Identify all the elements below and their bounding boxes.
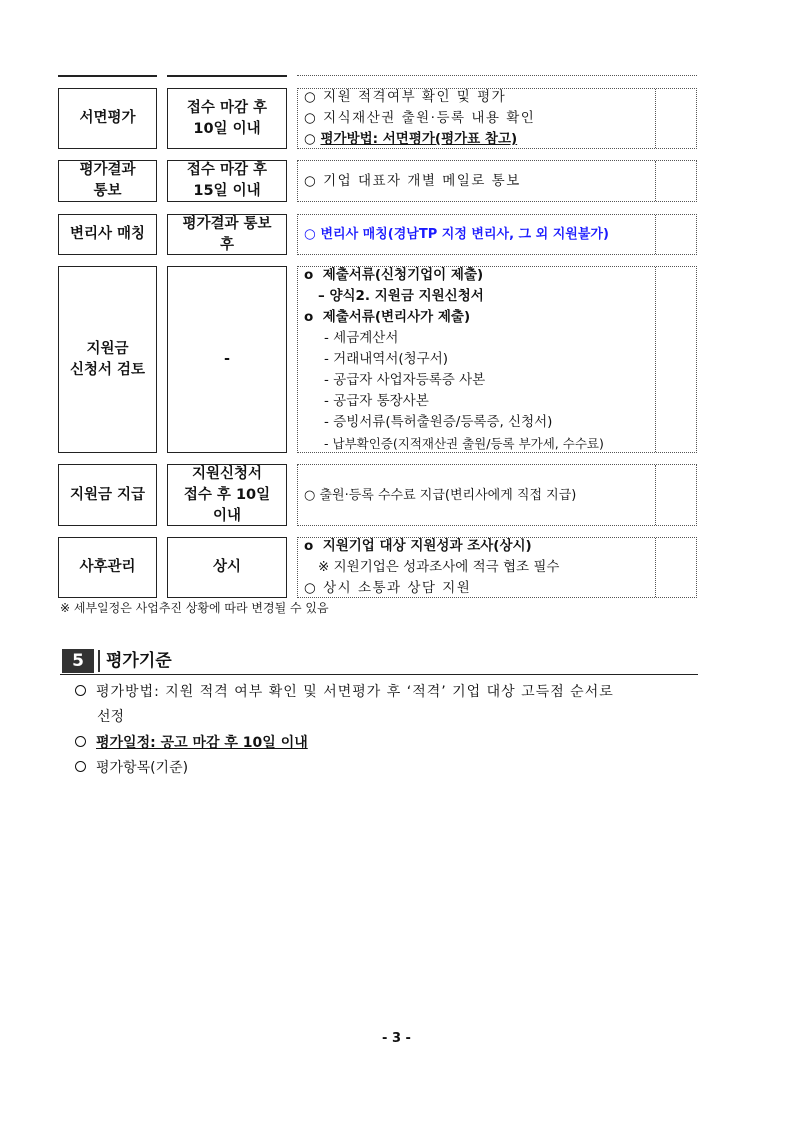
stage-timing: -	[167, 266, 287, 453]
desc-line: ○ 기업 대표자 개별 메일로 통보	[304, 172, 521, 189]
section-divider	[98, 650, 100, 672]
stage-timing: 접수 마감 후 10일 이내	[167, 88, 287, 149]
desc-line: ○ 평가방법: 서면평가(평가표 참고)	[304, 131, 518, 147]
desc-line: ○ 지식재산권 출원·등록 내용 확인	[304, 110, 536, 126]
stage-timing: 평가결과 통보 후	[167, 214, 287, 255]
desc-line: - 거래내역서(청구서)	[324, 351, 449, 367]
desc-line: o 제출서류(신청기업이 제출)	[304, 267, 484, 283]
criteria-item: 평가방법: 지원 적격 여부 확인 및 서면평가 후 ‘적격’ 기업 대상 고득점 순서로	[75, 680, 715, 704]
stage-description	[297, 160, 697, 202]
top-rule-1	[58, 75, 157, 77]
stage-timing: 지원신청서 접수 후 10일 이내	[167, 464, 287, 526]
stage-description	[297, 88, 697, 149]
desc-line: - 납부확인증(지적재산권 출원/등록 부가세, 수수료)	[324, 436, 604, 451]
circle-bullet-icon	[75, 736, 86, 747]
stage-label: 지원금 신청서 검토	[58, 266, 157, 453]
circle-bullet-icon	[75, 685, 86, 696]
stage-label: 평가결과 통보	[58, 160, 157, 202]
page-number: - 3 -	[382, 1031, 411, 1046]
stage-label: 변리사 매칭	[58, 214, 157, 255]
desc-line: o 제출서류(변리사가 제출)	[304, 309, 471, 325]
stage-description	[297, 266, 697, 453]
section-title: 평가기준	[106, 651, 172, 671]
desc-line: ○ 출원·등록 수수료 지급(변리사에게 직접 지급)	[304, 487, 577, 503]
stage-label: 사후관리	[58, 537, 157, 598]
desc-line: ○ 상시 소통과 상담 지원	[304, 580, 472, 596]
stage-timing: 접수 마감 후 15일 이내	[167, 160, 287, 202]
stage-description	[297, 537, 697, 598]
section-rule	[60, 674, 698, 675]
desc-line: - 증빙서류(특허출원증/등록증, 신청서)	[324, 414, 553, 430]
criteria-item: 평가항목(기준)	[75, 756, 188, 780]
desc-line: - 세금계산서	[324, 330, 399, 346]
desc-line: o 지원기업 대상 지원성과 조사(상시)	[304, 538, 532, 554]
stage-label: 지원금 지급	[58, 464, 157, 526]
top-rule-2	[167, 75, 287, 77]
stage-description	[297, 214, 697, 255]
section-number-badge: 5	[62, 649, 94, 673]
criteria-item: 평가일정: 공고 마감 후 10일 이내	[75, 731, 308, 755]
desc-line: ○ 지원 적격여부 확인 및 평가	[304, 89, 507, 105]
desc-line: - 공급자 사업자등록증 사본	[324, 372, 486, 388]
circle-bullet-icon	[75, 761, 86, 772]
schedule-footnote: ※ 세부일정은 사업추진 상황에 따라 변경될 수 있음	[60, 601, 329, 615]
stage-timing: 상시	[167, 537, 287, 598]
desc-line: – 양식2. 지원금 지원신청서	[318, 288, 484, 304]
desc-line: ※ 지원기업은 성과조사에 적극 협조 필수	[318, 559, 560, 575]
criteria-item-continuation: 선정	[97, 709, 125, 725]
stage-label: 서면평가	[58, 88, 157, 149]
top-rule-3	[297, 75, 697, 76]
desc-line: - 공급자 통장사본	[324, 393, 429, 409]
desc-line: ○ 변리사 매칭(경남TP 지정 변리사, 그 외 지원불가)	[304, 226, 609, 242]
stage-description	[297, 464, 697, 526]
